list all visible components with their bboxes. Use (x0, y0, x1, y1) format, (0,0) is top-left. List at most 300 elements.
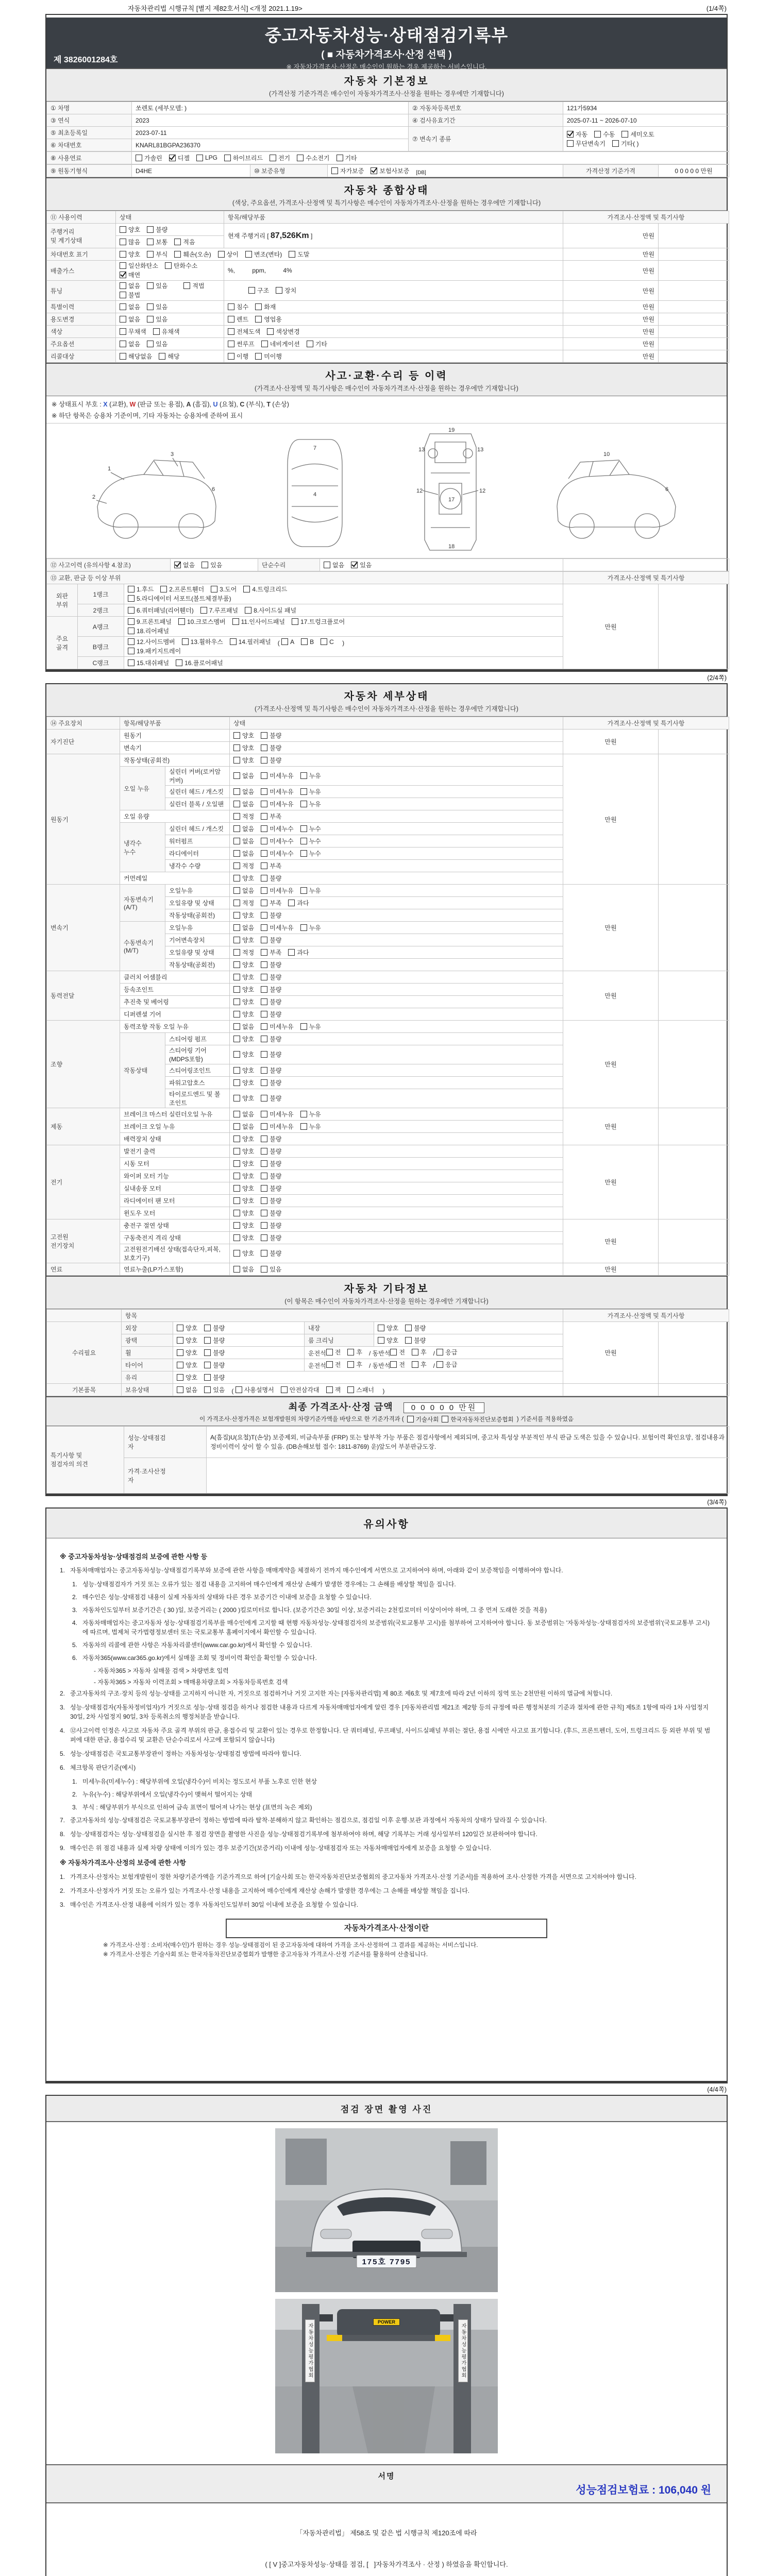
checkbox-양호[interactable] (378, 1324, 398, 1332)
rank-label-1랭크: 1랭크 (78, 584, 124, 604)
col-item-part: 항목/해당부품 (120, 717, 230, 730)
checkbox-부족[interactable] (261, 948, 281, 957)
checkbox-불량[interactable] (261, 1066, 281, 1075)
checkbox-있음[interactable] (201, 561, 222, 569)
checkbox-불량[interactable] (204, 1373, 225, 1382)
price-cell: 만원 (563, 1322, 659, 1384)
checkbox-한국자동차진단보증협회[interactable] (442, 1415, 513, 1423)
checkbox-양호[interactable] (233, 1134, 254, 1143)
checkbox-양호[interactable] (233, 985, 254, 994)
checkbox-양호[interactable] (233, 1184, 254, 1193)
checkbox-불량[interactable] (261, 874, 281, 883)
checkbox-불량[interactable] (261, 1159, 281, 1168)
checkbox-8.사이드실 패널[interactable] (245, 606, 296, 615)
engine-type-value: D4HE (132, 165, 250, 177)
checkbox-색상변경[interactable] (267, 327, 299, 336)
checkbox-후[interactable] (347, 1348, 362, 1357)
notice-heading-inspection: ※ 중고자동차성능·상태점검의 보증에 관한 사항 등 (60, 1552, 208, 1561)
checkbox-양호[interactable] (233, 756, 254, 765)
checkbox-불량[interactable] (261, 1249, 281, 1258)
checkbox-보통[interactable] (147, 238, 167, 246)
checkbox-label: 탄화수소 (173, 262, 198, 269)
checkbox-label: 사용설명서 (244, 1386, 274, 1394)
checkbox-불량[interactable] (261, 731, 281, 740)
top-line (45, 0, 728, 14)
checkbox-없음[interactable] (233, 1110, 254, 1118)
checkbox-3.도어[interactable] (211, 585, 237, 594)
notice-item-text: 자동차매매업자는 중고자동차성능·상태점검기록부와 보증에 관한 사항을 매매계약을 체결하기 전까지 매수인에게 서면으로 고지하여야 하며, 아래와 같이 보증책임을 이행하여야 합니다. (70, 1567, 563, 1574)
checkbox-후[interactable] (347, 1360, 362, 1369)
table-row (47, 248, 729, 261)
checkbox-미이행[interactable] (255, 352, 282, 361)
checkbox-전[interactable] (390, 1360, 405, 1369)
checkbox-없음[interactable] (233, 771, 254, 780)
checkbox-box (261, 1067, 267, 1074)
checkbox-label: 미세누유 (270, 1023, 294, 1030)
checkbox-하이브리드[interactable] (224, 154, 263, 162)
checkbox-응급[interactable] (436, 1360, 457, 1369)
checkbox-없음[interactable] (174, 561, 195, 569)
checkbox-불량[interactable] (204, 1324, 225, 1332)
checkbox-label: 누수 (309, 850, 321, 857)
checkbox-불량[interactable] (261, 1035, 281, 1043)
checkbox-일산화탄소[interactable] (120, 261, 158, 270)
checkbox-LPG[interactable] (196, 154, 217, 161)
checkbox-불량[interactable] (261, 997, 281, 1006)
checkbox-box (233, 937, 240, 943)
checkbox-수소전기[interactable] (297, 154, 329, 162)
checkbox-A[interactable] (281, 638, 294, 646)
checkbox-양호[interactable] (233, 960, 254, 969)
checkbox-미세누유[interactable] (261, 1022, 293, 1031)
checkbox-label: 보통 (156, 238, 168, 246)
checkbox-렌트[interactable] (228, 315, 248, 324)
checkbox-양호[interactable] (177, 1348, 197, 1357)
car-diagram-top (271, 429, 359, 553)
checkbox-없음[interactable] (120, 281, 140, 290)
checkbox-4.트렁크리드[interactable] (243, 585, 287, 594)
checkbox-해당없음[interactable] (120, 352, 152, 361)
checkbox-누유[interactable] (300, 886, 321, 895)
checkbox-미세누수[interactable] (261, 824, 293, 833)
checkbox-누유[interactable] (300, 800, 321, 808)
checkbox-불량[interactable] (261, 1147, 281, 1156)
checkbox-적정[interactable] (233, 899, 254, 907)
checkbox-유채색[interactable] (153, 327, 180, 336)
price-cell: 만원 (563, 248, 659, 261)
checkbox-없음[interactable] (233, 1122, 254, 1131)
checkbox-많음[interactable] (120, 238, 140, 246)
checkbox-매연[interactable] (120, 270, 140, 279)
col-price-note: 가격조사·산정액 및 특기사항 (563, 211, 729, 224)
item-label-발전기 출력: 발전기 출력 (120, 1145, 230, 1158)
checkbox-없음[interactable] (233, 923, 254, 932)
table-row (47, 261, 729, 281)
checkbox-B[interactable] (301, 638, 314, 646)
checkbox-양호[interactable] (120, 250, 140, 259)
checkbox-양호[interactable] (233, 1196, 254, 1205)
legend-code-A: A (186, 401, 191, 408)
checkbox-적정[interactable] (233, 861, 254, 870)
checkbox-box (233, 1173, 240, 1179)
notice-item-number: 3. (60, 1901, 65, 1908)
checkbox-무단변속기[interactable] (567, 139, 606, 148)
checkbox-불량[interactable] (261, 1184, 281, 1193)
checkbox-없음[interactable] (233, 849, 254, 858)
checkbox-11.인사이드패널[interactable] (232, 617, 285, 626)
checkbox-양호[interactable] (177, 1373, 197, 1382)
checkbox-box (261, 900, 267, 906)
checkbox-box (371, 167, 377, 174)
checkbox-양호[interactable] (233, 743, 254, 752)
checkbox-양호[interactable] (233, 1172, 254, 1180)
checkbox-없음[interactable] (233, 787, 254, 796)
checkbox-수동[interactable] (594, 130, 615, 139)
checkbox-9.프론트패널[interactable] (128, 617, 172, 626)
checkbox-label: 불량 (270, 1222, 282, 1229)
checkbox-label: 도말 (297, 250, 310, 258)
checkbox-누수[interactable] (300, 849, 321, 858)
notice-item (60, 1749, 713, 1758)
checkbox-없음[interactable] (233, 1265, 254, 1274)
checkbox-누유[interactable] (300, 1110, 321, 1118)
checkbox-불량[interactable] (204, 1361, 225, 1369)
checkbox-양호[interactable] (233, 1050, 254, 1059)
checkbox-양호[interactable] (177, 1336, 197, 1345)
checkbox-6.쿼터패널(리어휀더)[interactable] (128, 606, 194, 615)
checkbox-box (120, 239, 126, 245)
checkbox-변조(변타)[interactable] (245, 250, 282, 259)
checkbox-14.필러패널[interactable] (230, 637, 271, 646)
checkbox-불량[interactable] (261, 1172, 281, 1180)
table-row (47, 1384, 729, 1396)
checkbox-양호[interactable] (233, 731, 254, 740)
checkbox-불량[interactable] (261, 960, 281, 969)
checkbox-누유[interactable] (300, 923, 321, 932)
checkbox-영업용[interactable] (255, 315, 282, 324)
checkbox-없음[interactable] (177, 1385, 197, 1394)
checkbox-전[interactable] (390, 1348, 405, 1357)
checkbox-부식[interactable] (147, 250, 167, 259)
note-cell (659, 754, 729, 885)
checkbox-box (233, 1266, 240, 1273)
note-cell (659, 885, 729, 971)
checkbox-불량[interactable] (261, 1050, 281, 1059)
checkbox-무채색[interactable] (120, 327, 146, 336)
checkbox-있음[interactable] (147, 302, 167, 311)
checkbox-자동[interactable] (567, 130, 587, 139)
checkbox-보험사보증[interactable] (371, 166, 409, 175)
legend-code-T: T (266, 401, 271, 408)
checkbox-누유[interactable] (300, 787, 321, 796)
checkbox-사용설명서[interactable] (236, 1385, 274, 1394)
checkbox-불량[interactable] (405, 1324, 426, 1332)
checkbox-양호[interactable] (233, 1159, 254, 1168)
checkbox-label: 무단변속기 (576, 140, 606, 147)
checkbox-적정[interactable] (233, 812, 254, 821)
checkbox-label: 12.사이드멤버 (137, 638, 175, 646)
checkbox-있음[interactable] (147, 281, 167, 290)
checkbox-스패너[interactable] (347, 1385, 374, 1394)
checkbox-미세누수[interactable] (261, 849, 293, 858)
checkbox-1.후드[interactable] (128, 585, 154, 594)
svg-text:10: 10 (603, 451, 610, 457)
checkbox-기타[interactable] (337, 154, 357, 162)
checkbox-미세누유[interactable] (261, 886, 293, 895)
checkbox-이행[interactable] (228, 352, 248, 361)
checkbox-있음[interactable] (351, 561, 372, 569)
checkbox-누수[interactable] (300, 824, 321, 833)
checkbox-불량[interactable] (204, 1336, 225, 1345)
checkbox-도말[interactable] (289, 250, 309, 259)
state-options (230, 1145, 563, 1158)
checkbox-있음[interactable] (261, 1265, 281, 1274)
note-cell (659, 1145, 729, 1219)
checkbox-5.라디에이터 서포트(볼트체결부품)[interactable] (128, 594, 231, 603)
checkbox-불량[interactable] (261, 985, 281, 994)
checkbox-후[interactable] (412, 1360, 427, 1369)
state-options (230, 959, 563, 971)
checkbox-적음[interactable] (174, 238, 195, 246)
checkbox-없음[interactable] (233, 824, 254, 833)
checkbox-해당[interactable] (159, 352, 179, 361)
item-label-구동축전지 격리 상태: 구동축전지 격리 상태 (120, 1232, 230, 1244)
notice-item-text: 자동차의 리콜에 관한 사항은 자동차리콜센터(www.car.go.kr)에서 확인할 수 있습니다. (82, 1641, 312, 1649)
final-price-band (46, 1396, 727, 1426)
checkbox-양호[interactable] (378, 1336, 398, 1345)
checkbox-적법[interactable] (183, 281, 204, 290)
price-cell: 만원 (563, 1021, 659, 1108)
notice-item (60, 1703, 713, 1721)
checkbox-불량[interactable] (261, 1078, 281, 1087)
checkbox-적정[interactable] (233, 948, 254, 957)
signature-band (46, 2464, 727, 2503)
checkbox-box (211, 586, 217, 592)
checkbox-훼손(오손)[interactable] (174, 250, 211, 259)
checkbox-box (261, 961, 267, 968)
note-cell (659, 584, 729, 669)
checkbox-없음[interactable] (120, 340, 140, 348)
checkbox-전체도색[interactable] (228, 327, 260, 336)
checkbox-양호[interactable] (233, 936, 254, 944)
checkbox-양호[interactable] (233, 1066, 254, 1075)
checkbox-label: 불량 (270, 1160, 282, 1167)
rank-parts-options (124, 604, 563, 617)
checkbox-불량[interactable] (261, 1209, 281, 1217)
checkbox-누유[interactable] (300, 771, 321, 780)
checkbox-양호[interactable] (233, 973, 254, 981)
checkbox-기술사회[interactable] (407, 1415, 439, 1423)
checkbox-불량[interactable] (147, 225, 167, 234)
checkbox-box (174, 239, 181, 245)
checkbox-화재[interactable] (255, 302, 276, 311)
checkbox-없음[interactable] (233, 837, 254, 845)
table-row (47, 301, 729, 313)
checkbox-불량[interactable] (261, 911, 281, 920)
checkbox-구조[interactable] (248, 286, 269, 295)
group-label-원동기: 원동기 (47, 754, 120, 885)
checkbox-양호[interactable] (233, 1078, 254, 1087)
checkbox-label: 부족 (270, 899, 282, 907)
repair-options (374, 1322, 563, 1334)
checkbox-상이[interactable] (218, 250, 239, 259)
notice-item (72, 1640, 713, 1650)
checkbox-후[interactable] (412, 1348, 427, 1357)
checkbox-16.플로어패널[interactable] (176, 658, 223, 667)
checkbox-13.휠하우스[interactable] (182, 637, 223, 646)
checkbox-누유[interactable] (300, 1122, 321, 1131)
checkbox-미세누유[interactable] (261, 771, 293, 780)
checkbox-box (300, 850, 307, 857)
checkbox-썬루프[interactable] (228, 340, 255, 348)
checkbox-전[interactable] (326, 1360, 341, 1369)
checkbox-box (233, 772, 240, 779)
transmission-options (563, 127, 729, 151)
checkbox-label: 없음 (332, 561, 345, 569)
checkbox-불량[interactable] (405, 1336, 426, 1345)
checkbox-있음[interactable] (147, 340, 167, 348)
checkbox-box (177, 1374, 183, 1381)
checkbox-없음[interactable] (324, 561, 344, 569)
checkbox-과다[interactable] (288, 948, 309, 957)
checkbox-없음[interactable] (233, 800, 254, 808)
checkbox-있음[interactable] (147, 315, 167, 324)
checkbox-양호[interactable] (233, 1147, 254, 1156)
checkbox-기타[interactable] (307, 340, 327, 348)
checkbox-양호[interactable] (233, 1221, 254, 1230)
checkbox-양호[interactable] (233, 874, 254, 883)
checkbox-box (177, 1386, 183, 1393)
checkbox-양호[interactable] (233, 1094, 254, 1103)
checkbox-18.리어패널[interactable] (128, 626, 169, 635)
checkbox-없음[interactable] (120, 315, 140, 324)
checkbox-15.대쉬패널[interactable] (128, 658, 169, 667)
checkbox-미세누유[interactable] (261, 787, 293, 796)
state-options (230, 1064, 563, 1077)
checkbox-양호[interactable] (233, 1035, 254, 1043)
checkbox-label: 16.플로어패널 (184, 659, 223, 667)
checkbox-디젤[interactable] (169, 154, 190, 162)
checkbox-label: 7.루프패널 (209, 606, 239, 614)
checkbox-불량[interactable] (261, 1094, 281, 1103)
checkbox-없음[interactable] (233, 1022, 254, 1031)
checkbox-부족[interactable] (261, 861, 281, 870)
checkbox-C[interactable] (321, 638, 334, 646)
checkbox-침수[interactable] (228, 302, 248, 311)
checkbox-양호[interactable] (177, 1324, 197, 1332)
item-label-디퍼렌셜 기어: 디퍼렌셜 기어 (120, 1008, 230, 1021)
checkbox-미세누유[interactable] (261, 1122, 293, 1131)
checkbox-box (245, 251, 252, 258)
checkbox-전기[interactable] (270, 154, 290, 162)
checkbox-가솔린[interactable] (136, 154, 162, 162)
state-options (230, 1021, 563, 1033)
checkbox-부족[interactable] (261, 812, 281, 821)
checkbox-양호[interactable] (233, 1209, 254, 1217)
checkbox-없음[interactable] (120, 302, 140, 311)
checkbox-과다[interactable] (288, 899, 309, 907)
checkbox-탄화수소[interactable] (165, 261, 197, 270)
basic-rows-b (46, 151, 729, 164)
checkbox-불량[interactable] (261, 1010, 281, 1019)
checkbox-10.크로스멤버[interactable] (178, 617, 226, 626)
price-cell: 만원 (563, 301, 659, 313)
checkbox-장치[interactable] (276, 286, 296, 295)
checkbox-box (228, 328, 234, 335)
checkbox-양호[interactable] (233, 911, 254, 920)
checkbox-세미오토[interactable] (621, 130, 654, 139)
car-diagram-rear-right (542, 429, 696, 553)
checkbox-label: 양호 (186, 1374, 198, 1381)
checkbox-불량[interactable] (261, 1134, 281, 1143)
checkbox-기타( )[interactable] (612, 139, 639, 148)
checkbox-불량[interactable] (204, 1348, 225, 1357)
checkbox-불법[interactable] (120, 291, 140, 299)
checkbox-box (136, 155, 142, 161)
notice-item-text: 성능·상태점검자(자동차정비업자)가 거짓으로 성능·상태 점검을 하거나 점검한 내용과 다르게 자동차매매업자에게 알린 경우 [자동차관리법 제21조 제2항 등의 규정에 따른 행정처분의 기준과 절차에 관한 규칙] 제5조 1항에 따라 1차 사업정지 30일, 2차 사업정지 90일, 3차 등록취소의 행정처분을 받습니다. (70, 1704, 709, 1721)
checkbox-불량[interactable] (261, 743, 281, 752)
checkbox-불량[interactable] (261, 936, 281, 944)
checkbox-미세누유[interactable] (261, 800, 293, 808)
checkbox-box (261, 875, 267, 882)
checkbox-있음[interactable] (204, 1385, 225, 1394)
checkbox-양호[interactable] (233, 1249, 254, 1258)
checkbox-box (300, 772, 307, 779)
state-options (230, 1244, 563, 1263)
notice-item-number: 2. (72, 1791, 78, 1799)
checkbox-네비게이션[interactable] (261, 340, 300, 348)
svg-text:13: 13 (477, 446, 483, 453)
checkbox-box (261, 887, 267, 894)
checkbox-잭[interactable] (326, 1385, 341, 1394)
checkbox-누수[interactable] (300, 837, 321, 845)
price-cell: 만원 (563, 1219, 659, 1263)
checkbox-미세누수[interactable] (261, 837, 293, 845)
checkbox-양호[interactable] (233, 1233, 254, 1242)
checkbox-누유[interactable] (300, 1022, 321, 1031)
checkbox-양호[interactable] (233, 1010, 254, 1019)
checkbox-2.프론트휀더[interactable] (160, 585, 204, 594)
checkbox-label: 불량 (213, 1349, 225, 1357)
checkbox-자가보증[interactable] (331, 166, 364, 175)
checkbox-label: 있음 (156, 340, 168, 348)
checkbox-19.패키지트레이[interactable] (128, 647, 181, 655)
checkbox-미세누유[interactable] (261, 1110, 293, 1118)
checkbox-불량[interactable] (261, 1233, 281, 1242)
checkbox-응급[interactable] (436, 1348, 457, 1357)
checkbox-불량[interactable] (261, 756, 281, 765)
checkbox-전[interactable] (326, 1348, 341, 1357)
checkbox-label: 양호 (242, 1051, 255, 1058)
checkbox-7.루프패널[interactable] (200, 606, 238, 615)
checkbox-label: 2.프론트휀더 (169, 586, 205, 593)
checkbox-17.트렁크플로어[interactable] (292, 617, 345, 626)
checkbox-양호[interactable] (120, 225, 140, 234)
checkbox-12.사이드멤버[interactable] (128, 637, 175, 646)
checkbox-없음[interactable] (233, 886, 254, 895)
checkbox-양호[interactable] (177, 1361, 197, 1369)
checkbox-안전삼각대[interactable] (281, 1385, 320, 1394)
state-options (230, 1207, 563, 1219)
state-options (230, 1170, 563, 1182)
checkbox-불량[interactable] (261, 1196, 281, 1205)
checkbox-양호[interactable] (233, 997, 254, 1006)
checkbox-미세누유[interactable] (261, 923, 293, 932)
checkbox-불량[interactable] (261, 973, 281, 981)
checkbox-부족[interactable] (261, 899, 281, 907)
checkbox-label: 해당없음 (128, 352, 153, 360)
checkbox-불량[interactable] (261, 1221, 281, 1230)
